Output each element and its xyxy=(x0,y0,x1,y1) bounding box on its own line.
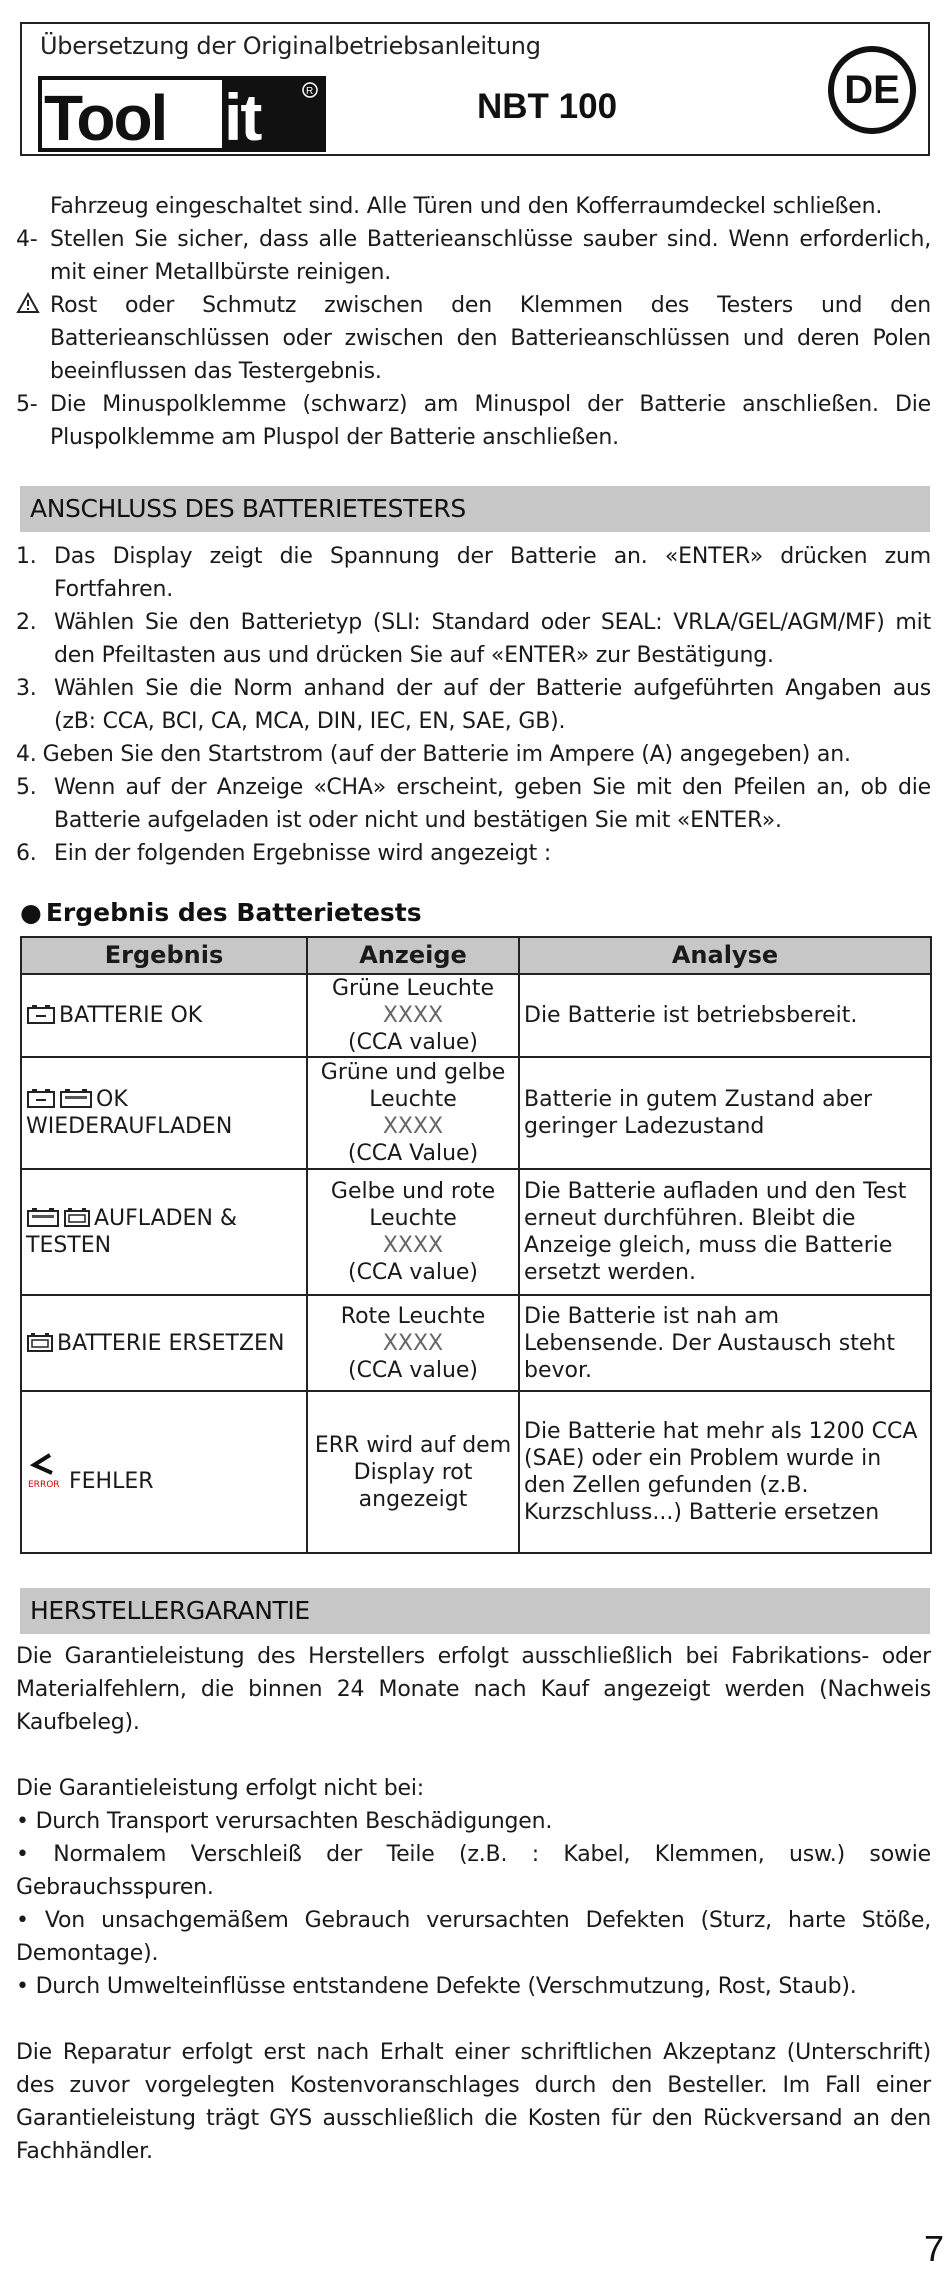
step-item xyxy=(16,540,931,606)
table-row xyxy=(21,1295,931,1391)
step-number: 5. xyxy=(16,775,37,800)
analysis-cell: Die Batterie ist nah am Lebensende. Der Austausch steht bevor. xyxy=(519,1295,931,1391)
result-label: AUFLADEN & TESTEN xyxy=(26,1206,238,1258)
display-line: Gelbe und rote Leuchte xyxy=(330,1179,496,1231)
result-label: OK WIEDERAUFLADEN xyxy=(26,1087,233,1139)
bullet-icon: ● xyxy=(20,898,42,927)
step-number: 4. xyxy=(16,742,37,767)
display-cell xyxy=(307,1169,519,1295)
display-line: Rote Leuchte xyxy=(340,1303,486,1329)
warranty-paragraph: Die Garantieleistung erfolgt nicht bei: xyxy=(16,1776,424,1801)
document-header xyxy=(20,22,930,156)
step-text: Das Display zeigt die Spannung der Batterie an. «ENTER» drücken zum Fortfahren. xyxy=(54,544,931,602)
display-cell: ERR wird auf dem Display rot angezeigt xyxy=(307,1391,519,1553)
list-item: • Von unsachgemäßem Gebrauch verursachten Defekten (Sturz, harte Stöße, Demontage). xyxy=(16,1908,931,1966)
table-row xyxy=(21,1169,931,1295)
section-heading-connection: ANSCHLUSS DES BATTERIETESTERS xyxy=(20,486,930,532)
step-item xyxy=(16,672,931,738)
display-line: Grüne und gelbe Leuchte xyxy=(320,1060,506,1112)
battery-icon xyxy=(26,1087,56,1109)
column-header: Analyse xyxy=(519,937,931,974)
display-value: XXXX xyxy=(382,1003,444,1028)
display-value: XXXX xyxy=(382,1233,444,1258)
analysis-cell: Batterie in gutem Zustand aber geringer Ladezustand xyxy=(519,1057,931,1169)
item-text: Die Minuspolklemme (schwarz) am Minuspol der Batterie anschließen. Die Pluspolklemme am Pluspol der Batterie anschließen. xyxy=(50,392,931,450)
step-item xyxy=(16,606,931,672)
model-name: NBT 100 xyxy=(477,87,618,126)
battery-charge-icon xyxy=(26,1206,60,1228)
step-item xyxy=(16,771,931,837)
svg-text:Tool: Tool xyxy=(44,82,167,152)
page-number: 7 xyxy=(923,2228,944,2269)
step-item xyxy=(16,738,931,771)
svg-text:R: R xyxy=(306,86,314,97)
results-table xyxy=(20,936,932,1554)
result-cell xyxy=(21,1391,307,1553)
result-label: BATTERIE OK xyxy=(59,1003,203,1028)
battery-replace-icon xyxy=(63,1206,91,1228)
instruction-item-4 xyxy=(16,223,931,289)
display-cell xyxy=(307,1057,519,1169)
warning-text: Rost oder Schmutz zwischen den Klemmen des Testers und den Batterieanschlüssen oder zwischen den Batterieanschlüssen und deren Polen beeinflussen das Testergebnis. xyxy=(50,293,931,384)
warning-item xyxy=(16,289,931,388)
table-header-row xyxy=(21,937,931,974)
display-unit: (CCA value) xyxy=(347,1030,479,1055)
connection-steps xyxy=(16,540,931,870)
toolit-logo xyxy=(38,76,326,152)
step-number: 6. xyxy=(16,841,37,866)
display-unit: (CCA value) xyxy=(347,1357,479,1383)
item-number: 5- xyxy=(16,392,38,417)
results-title-text: Ergebnis des Batterietests xyxy=(45,898,422,927)
list-item: • Durch Transport verursachten Beschädigungen. xyxy=(16,1809,553,1834)
step-text: Geben Sie den Startstrom (auf der Batterie im Ampere (A) angegeben) an. xyxy=(42,742,851,767)
table-row xyxy=(21,974,931,1057)
list-item: • Normalem Verschleiß der Teile (z.B. : Kabel, Klemmen, usw.) sowie Gebrauchsspuren. xyxy=(16,1842,931,1900)
column-header: Ergebnis xyxy=(21,937,307,974)
display-value: XXXX xyxy=(382,1114,444,1139)
step-item xyxy=(16,837,931,870)
display-unit: (CCA value) xyxy=(347,1260,479,1285)
result-label: BATTERIE ERSETZEN xyxy=(57,1330,285,1356)
display-line: Grüne Leuchte xyxy=(331,976,495,1001)
intro-line: Fahrzeug eingeschaltet sind. Alle Türen und den Kofferraumdeckel schließen. xyxy=(50,194,883,219)
header-subtitle: Übersetzung der Originalbetriebsanleitung xyxy=(40,32,541,60)
intro-instructions xyxy=(16,190,931,454)
result-cell xyxy=(21,974,307,1057)
warranty-text xyxy=(16,1640,931,2168)
step-text: Ein der folgenden Ergebnisse wird angezeigt : xyxy=(54,841,552,866)
analysis-cell: Die Batterie hat mehr als 1200 CCA (SAE) oder ein Problem wurde in den Zellen gefunden (z.B. Kurzschluss...) Batterie ersetzen xyxy=(519,1391,931,1553)
svg-text:it: it xyxy=(224,80,261,152)
list-item: • Durch Umwelteinflüsse entstandene Defekte (Verschmutzung, Rost, Staub). xyxy=(16,1974,857,1999)
table-row xyxy=(21,1057,931,1169)
result-cell xyxy=(21,1057,307,1169)
battery-ok-icon xyxy=(26,1003,56,1025)
display-cell xyxy=(307,1295,519,1391)
step-text: Wählen Sie den Batterietyp (SLI: Standard oder SEAL: VRLA/GEL/AGM/MF) mit den Pfeiltasten aus und drücken Sie auf «ENTER» zur Bestätigung. xyxy=(54,610,931,668)
step-number: 1. xyxy=(16,544,37,569)
warranty-paragraph: Die Reparatur erfolgt erst nach Erhalt einer schriftlichen Akzeptanz (Unterschrift) des zuvor vorgelegten Kostenvoranschlages durch den Besteller. Im Fall einer Garantieleistung trägt GYS ausschließlich die Kosten für den Rückversand an den Fachhändler. xyxy=(16,2040,931,2164)
error-icon xyxy=(26,1449,66,1491)
analysis-cell: Die Batterie aufladen und den Test erneut durchführen. Bleibt die Anzeige gleich, muss die Batterie ersetzt werden. xyxy=(519,1169,931,1295)
result-cell xyxy=(21,1169,307,1295)
battery-replace-icon xyxy=(26,1331,54,1353)
warning-icon xyxy=(16,289,50,388)
column-header: Anzeige xyxy=(307,937,519,974)
instruction-item-5 xyxy=(16,388,931,454)
step-number: 3. xyxy=(16,676,37,701)
item-number: 4- xyxy=(16,227,38,252)
warranty-paragraph: Die Garantieleistung des Herstellers erfolgt ausschließlich bei Fabrikations- oder Materialfehlern, die binnen 24 Monate nach Kauf angezeigt werden (Nachweis Kaufbeleg). xyxy=(16,1644,931,1735)
result-label: FEHLER xyxy=(69,1469,154,1494)
battery-charge-icon xyxy=(59,1087,93,1109)
step-text: Wählen Sie die Norm anhand der auf der Batterie aufgeführten Angaben aus (zB: CCA, BCI, CA, MCA, DIN, IEC, EN, SAE, GB). xyxy=(54,676,931,734)
analysis-cell: Die Batterie ist betriebsbereit. xyxy=(519,974,931,1057)
step-number: 2. xyxy=(16,610,37,635)
display-unit: (CCA Value) xyxy=(347,1141,479,1166)
display-cell xyxy=(307,974,519,1057)
display-value: XXXX xyxy=(382,1330,444,1356)
svg-text:ERROR: ERROR xyxy=(28,1480,60,1490)
table-row xyxy=(21,1391,931,1553)
step-text: Wenn auf der Anzeige «CHA» erscheint, geben Sie mit den Pfeilen an, ob die Batterie aufgeladen ist oder nicht und bestätigen Sie mit «ENTER». xyxy=(54,775,931,833)
result-cell xyxy=(21,1295,307,1391)
results-title xyxy=(20,898,422,927)
section-heading-warranty: HERSTELLERGARANTIE xyxy=(20,1588,930,1634)
language-badge: DE xyxy=(828,46,916,134)
item-text: Stellen Sie sicher, dass alle Batterieanschlüsse sauber sind. Wenn erforderlich, mit einer Metallbürste reinigen. xyxy=(50,227,931,285)
